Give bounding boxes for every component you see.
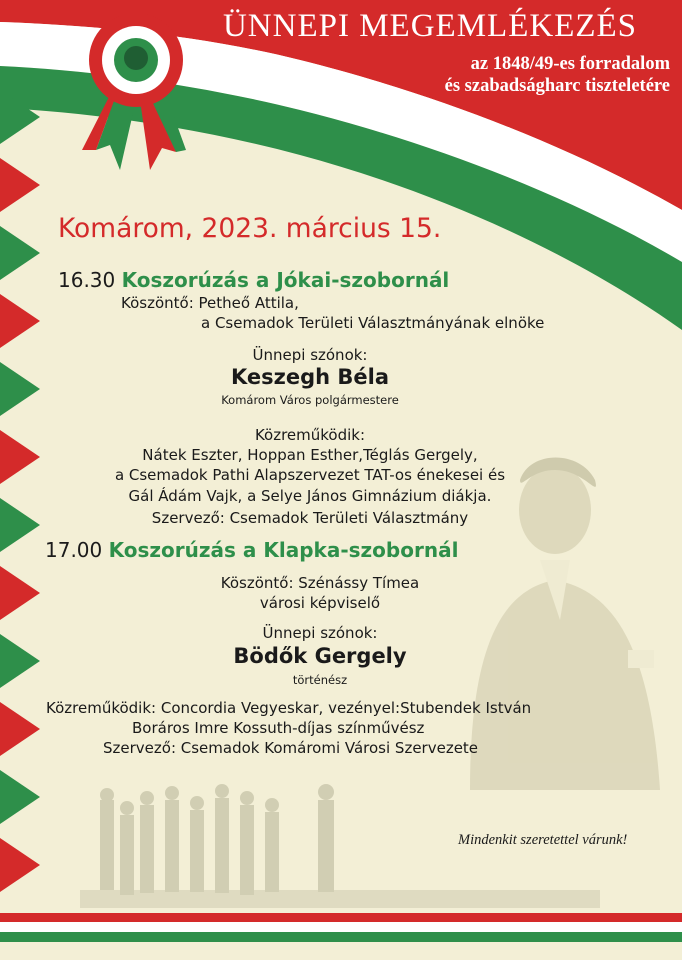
- closing-message: Mindenkit szeretettel várunk!: [458, 832, 628, 848]
- event1-greeting-line1: Köszöntő: Petheő Attila,: [121, 294, 299, 312]
- bottom-green-stripe: [0, 932, 682, 942]
- event1-greeting-line2: a Csemadok Területi Választmányának elnöke: [201, 314, 545, 332]
- event1-participants-line3: Gál Ádám Vajk, a Selye János Gimnázium diákja.: [128, 487, 492, 505]
- place-date: Komárom, 2023. március 15.: [58, 213, 442, 244]
- event1-time: 16.30: [58, 268, 116, 292]
- event1-participants-heading: Közreműködik:: [254, 426, 366, 444]
- event2-speaker-name: Bödők Gergely: [233, 644, 407, 668]
- event2-participants-line1: Közreműködik: Concordia Vegyeskar, vezényel:Stubendek István: [46, 699, 532, 717]
- event1-organizer: Szervező: Csemadok Területi Választmány: [151, 509, 469, 527]
- event1-speaker-name: Keszegh Béla: [230, 365, 390, 389]
- event2-greeting-line2: városi képviselő: [259, 594, 381, 612]
- event2-speaker-heading: Ünnepi szónok:: [262, 624, 378, 642]
- event2-title: Koszorúzás a Klapka-szobornál: [108, 538, 459, 562]
- event2-time: 17.00: [45, 538, 103, 562]
- event2-speaker-role: történész: [292, 673, 348, 687]
- event1-heading: [58, 268, 449, 292]
- bottom-red-stripe: [0, 913, 682, 922]
- poster-subtitle-line2: és szabadságharc tiszteletére: [444, 76, 670, 96]
- event1-speaker-heading: Ünnepi szónok:: [252, 346, 368, 364]
- event1-speaker-role: Komárom Város polgármestere: [221, 393, 399, 407]
- poster-subtitle-line1: az 1848/49-es forradalom: [470, 54, 670, 74]
- poster-title: ÜNNEPI MEGEMLÉKEZÉS: [222, 8, 638, 44]
- event1-participants-line2: a Csemadok Pathi Alapszervezet TAT-os énekesei és: [114, 466, 506, 484]
- bottom-white-stripe: [0, 922, 682, 932]
- event2-organizer: Szervező: Csemadok Komáromi Városi Szervezete: [103, 739, 479, 757]
- event1-title: Koszorúzás a Jókai-szobornál: [121, 268, 450, 292]
- event1-participants-line1: Nátek Eszter, Hoppan Esther,Téglás Gergely,: [142, 446, 478, 464]
- event2-heading: [45, 538, 458, 562]
- event2-greeting-line1: Köszöntő: Szénássy Tímea: [220, 574, 420, 592]
- event2-participants-line2: Boráros Imre Kossuth-díjas színművész: [132, 719, 425, 737]
